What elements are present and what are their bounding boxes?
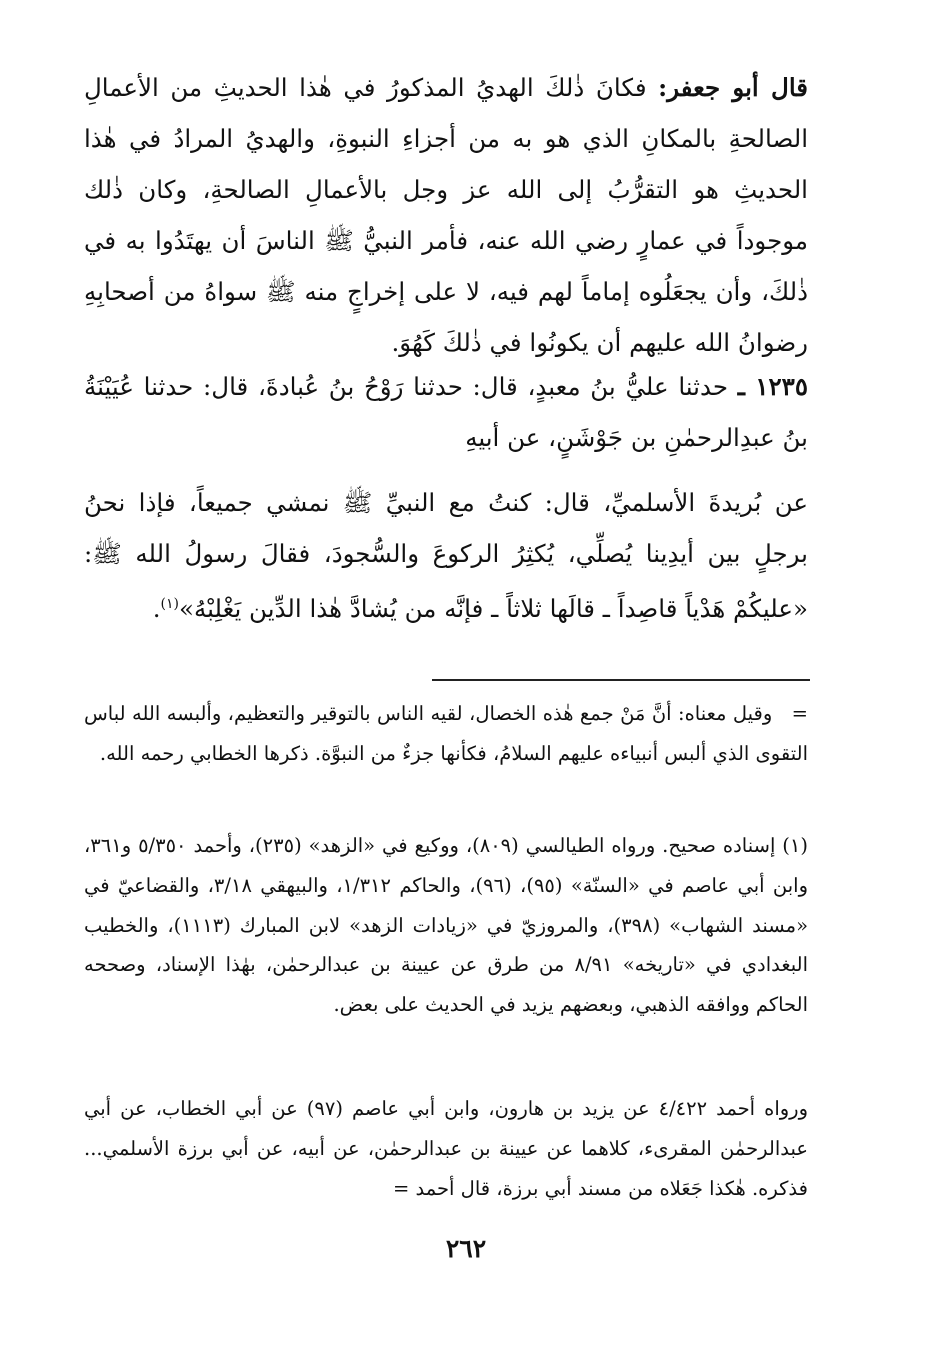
continuation-marker: =: [791, 702, 808, 725]
paragraph-abu-jafar: [84, 62, 808, 368]
matn-end: .: [152, 594, 161, 624]
paragraph-text: فكانَ ذٰلكَ الهديُ المذكورُ في هٰذا الحديثِ من الأعمالِ الصالحةِ بالمكانِ الذي هو به من أجزاءِ النبوةِ، والهديُ المرادُ في هٰذا الحديثِ هو التقرُّبُ إلى الله عز وجل بالأعمالِ الصالحةِ، وكان ذٰلك موجوداً في عمارٍ رضي الله عنه، فأمر النبيُّ ﷺ الناسَ أن يهتَدُوا به في ذٰلكَ، وأن يجعَلُوه إماماً لهم فيه، لا على إخراجٍ منه ﷺ سواهُ من أصحابِهِ رضوانُ الله عليهم أن يكونُوا في ذٰلكَ كَهُوَ.: [84, 73, 808, 357]
hadith-matn: [84, 477, 808, 634]
footnote-text: ورواه أحمد ٤/٤٢٢ عن يزيد بن هارون، وابن أبي عاصم (٩٧) عن أبي الخطاب، عن أبي عبدالرحمٰن المقرىء، كلاهما عن عيينة بن عبدالرحمٰن، عن أبيه، عن أبي برزة الأسلمي... فذكره. هٰكذا جَعَلاه من مسند أبي برزة، قال أحمد =: [84, 1097, 809, 1200]
footnote-1: [84, 826, 808, 1025]
hadith-isnad: [84, 361, 808, 463]
isnad-text: حدثنا عليُّ بنُ معبدٍ، قال: حدثنا رَوْحُ بنُ عُبادةَ، قال: حدثنا عُيَيْنَةُ بنُ عبدِالرحمٰنِ بن جَوْشَنٍ، عن أبيهِ: [84, 372, 808, 452]
page-number: ٢٦٢: [445, 1234, 487, 1263]
matn-text: عن بُريدةَ الأسلميِّ، قال: كنتُ مع النبيِّ ﷺ نمشي جميعاً، فإذا نحنُ برجلٍ بين أيدِينا يُصلِّي، يُكثِرُ الركوعَ والسُّجودَ، فقالَ رسولُ الله ﷺ: «عليكُمْ هَدْياً قاصِداً ـ قالَها ثلاثاً ـ فإنَّه من يُشادَّ هٰذا الدِّين يَغْلِبْهُ»: [84, 488, 808, 624]
footnote-continuation: [84, 694, 808, 774]
footnote-separator: [432, 679, 810, 681]
speaker-label: قال أبو جعفر:: [658, 73, 808, 102]
footnote-text: (١) إسناده صحيح. ورواه الطيالسي (٨٠٩)، ووكيع في «الزهد» (٢٣٥)، وأحمد ٥/٣٥٠ و٣٦١، وابن أبي عاصم في «السنّة» (٩٥)، (٩٦)، والحاكم ١/٣١٢، والبيهقي ٣/١٨، والقضاعيّ في «مسند الشهاب» (٣٩٨)، والمروزيّ في «زيادات الزهد» لابن المبارك (١١١٣)، والخطيب البغدادي في «تاريخه» ٨/٩١ من طرق عن عيينة بن عبدالرحمٰن، بهٰذا الإسناد، وصححه الحاكم ووافقه الذهبي، وبعضهم يزيد في الحديث على بعض.: [84, 834, 808, 1017]
footnote-1-continued: [84, 1089, 808, 1208]
hadith-number: ١٢٣٥ ـ: [737, 372, 808, 401]
footnote-text: وقيل معناه: أنَّ مَنْ جمع هٰذه الخصال، لقيه الناس بالتوقير والتعظيم، وألبسه الله لباس التقوى الذي ألبس أنبياءه عليهم السلامُ، فكأنها جزءٌ من النبوَّة. ذكرها الخطابي رحمه الله.: [84, 702, 808, 765]
footnote-marker: (١): [160, 596, 179, 612]
